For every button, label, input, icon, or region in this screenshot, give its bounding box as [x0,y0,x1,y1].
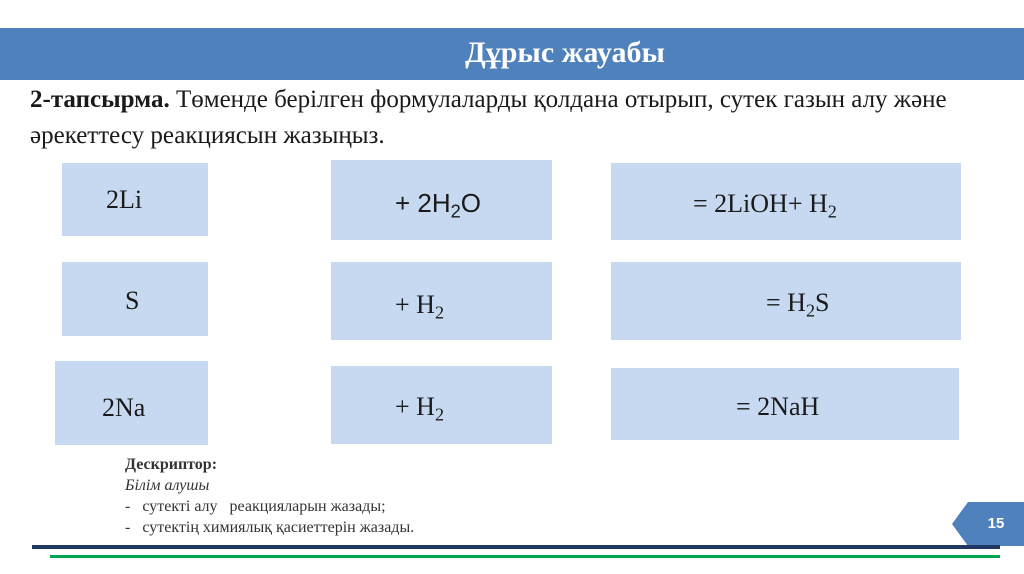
reactant-box-2 [62,262,208,336]
task-label: 2-тапсырма. [30,86,170,113]
reactant-box-1 [62,163,208,236]
reagent-2: + $H_2$ [395,290,445,323]
reagent-box-2 [331,262,552,340]
reagent-box-3 [331,366,552,444]
footer-rule-blue [32,545,1000,549]
reagent-1: + $2H_2O$ [395,188,482,222]
reactant-2: S [125,286,140,315]
footer-rule-green [50,555,1000,558]
descriptor-item: - сутекті алу реакцияларын жазады; [125,498,386,515]
reagent-box-1 [331,160,552,240]
descriptor-item: - сутектің химиялық қасиеттерін жазады. [125,519,415,536]
slide-title: Дұрыс жауабы [465,36,665,69]
product-2: = $H_2S$ [766,288,830,321]
product-box-2 [611,262,961,340]
descriptor-heading: Дескриптор: [125,456,218,473]
reagent-3: + $H_2$ [395,392,445,425]
task-statement [30,82,990,154]
descriptor-subheading: Білім алушы [125,477,210,494]
page-number-badge [968,502,1024,546]
reactant-3: 2Na [102,393,146,422]
task-text: Төменде берілген формулаларды қолдана отырып, сутек газын алу және әрекеттесу реакциясын жазыңыз. [30,86,947,149]
product-3: = 2NaH [736,392,820,421]
badge-fold [952,502,968,546]
descriptor [125,454,414,538]
product-box-1 [611,163,961,240]
page-number: 15 [987,515,1005,532]
reactant-1: 2Li [106,185,143,214]
product-1: = 2LiOH+ $H_2$ [693,189,837,222]
reactant-box-3 [55,361,208,445]
product-box-3 [611,368,959,440]
